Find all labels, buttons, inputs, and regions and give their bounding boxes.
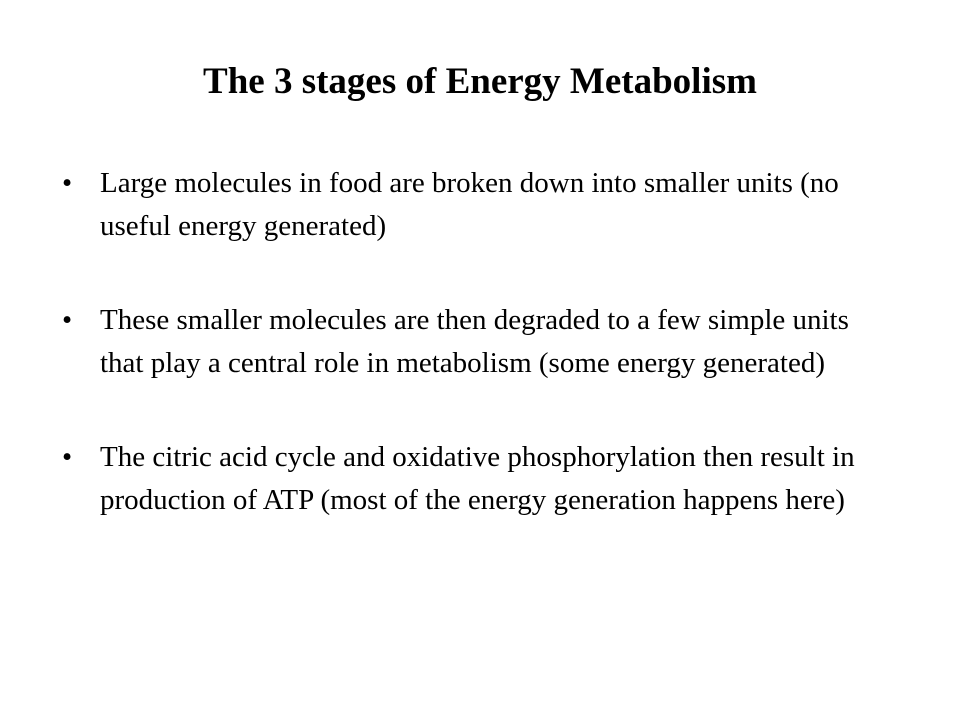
bullet-icon: • [62, 167, 73, 199]
bullet-list [62, 162, 882, 573]
bullet-icon: • [62, 304, 73, 336]
slide-title: The 3 stages of Energy Metabolism [203, 61, 757, 102]
bullet-text: Large molecules in food are broken down into smaller units (no useful energy generated) [100, 167, 839, 242]
bullet-icon: • [62, 441, 73, 473]
bullet-item [62, 299, 882, 385]
bullet-item [62, 162, 882, 248]
bullet-text: The citric acid cycle and oxidative phosphorylation then result in production of ATP (most of the energy generation happens here) [100, 441, 855, 516]
bullet-item [62, 436, 882, 522]
bullet-text: These smaller molecules are then degraded to a few simple units that play a central role in metabolism (some energy generated) [100, 304, 849, 379]
